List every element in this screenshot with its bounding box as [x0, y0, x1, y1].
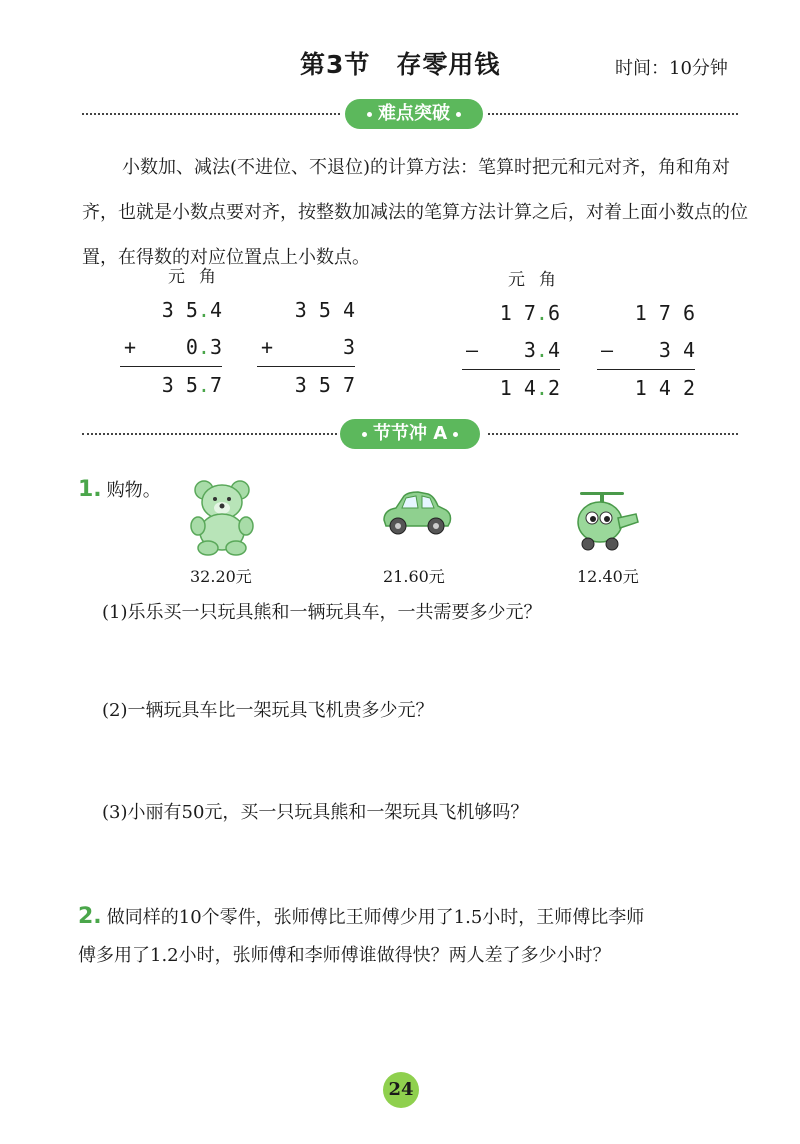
question-2 — [78, 898, 778, 975]
method-paragraph: 小数加、减法(不进位、不退位)的计算方法：笔算时把元和元对齐，角和角对齐，也就是小数点要对齐，按整数加减法的笔算方法计算之后，对着上面小数点的位置，在得数的对应位置点上小数点。 — [82, 157, 748, 268]
calc-subtraction-decimal: 元 角 1 7.6 – 3.4 1 4.2 — [462, 265, 560, 407]
question-2-line-1: 做同样的10个零件，张师傅比王师傅少用了1.5小时，王师傅比李师 — [106, 907, 645, 928]
divider-left-2 — [82, 433, 337, 435]
question-number: 2. — [78, 904, 102, 929]
price-teddy-bear: 32.20元 — [190, 567, 252, 586]
question-1-part-2: (2)一辆玩具车比一架玩具飞机贵多少元？ — [102, 700, 434, 721]
divider-right — [488, 113, 738, 115]
section-badge-practice: 节节冲 A — [340, 419, 480, 449]
divider-right-2 — [488, 433, 738, 435]
jiao-label: 角 — [539, 270, 556, 290]
yuan-label: 元 — [508, 270, 525, 290]
toy-car-icon — [378, 488, 454, 538]
calc-addition-integer: 3 5 4 + 3 3 5 7 — [257, 292, 355, 404]
yuan-label: 元 — [168, 267, 185, 287]
jiao-label: 角 — [199, 267, 216, 287]
question-1-part-3: (3)小丽有50元，买一只玩具熊和一架玩具飞机够吗？ — [102, 802, 529, 823]
question-1-heading — [78, 476, 161, 502]
calc-addition-decimal: 元 角 3 5.4 + 0.3 3 5.7 — [120, 262, 222, 404]
teddy-bear-icon — [190, 478, 262, 556]
price-toy-helicopter: 12.40元 — [577, 567, 639, 586]
divider-left — [82, 113, 340, 115]
time-limit: 时间：10分钟 — [615, 58, 728, 79]
price-toy-car: 21.60元 — [383, 567, 445, 586]
question-number: 1. — [78, 477, 102, 502]
toy-helicopter-icon — [572, 488, 642, 554]
question-2-line-2: 傅多用了1.2小时，张师傅和李师傅谁做得快？两人差了多少小时？ — [78, 945, 611, 966]
question-title: 购物。 — [106, 480, 161, 501]
section-title: 第3节 存零用钱 — [300, 50, 501, 79]
calc-subtraction-integer: 1 7 6 – 3 4 1 4 2 — [597, 295, 695, 407]
question-1-part-1: (1)乐乐买一只玩具熊和一辆玩具车，一共需要多少元？ — [102, 602, 542, 623]
section-badge-difficulty: 难点突破 — [345, 99, 483, 129]
page-number: 24 — [383, 1072, 419, 1108]
